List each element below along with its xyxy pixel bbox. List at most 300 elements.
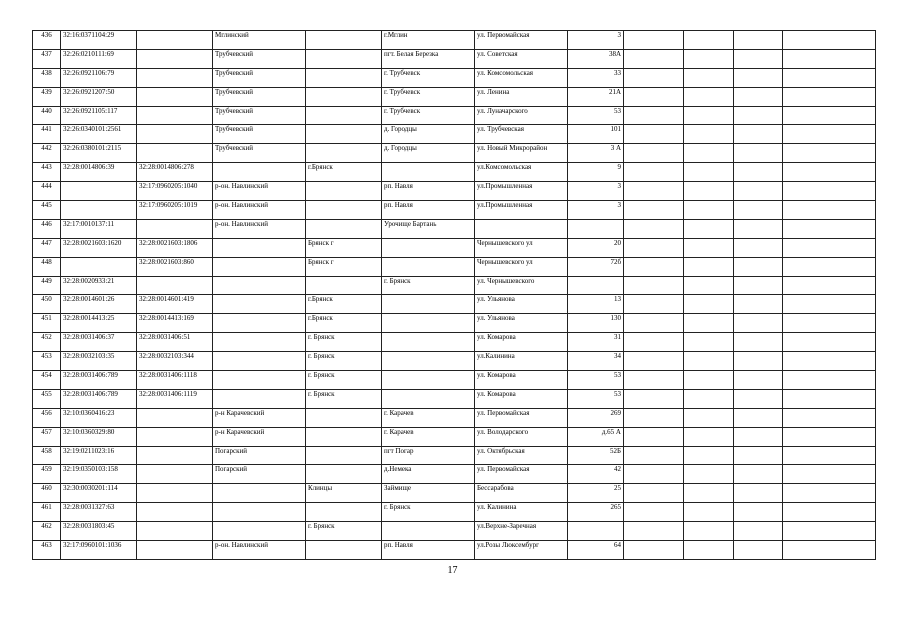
page-number: 17 [447,565,458,576]
cadastral-number-2-cell: 32:28:0014413:169 [137,314,213,333]
house-number-cell: 53 [568,106,624,125]
empty-cell [624,201,684,220]
row-number-cell: 450 [33,295,61,314]
district-cell: Трубчевский [213,87,306,106]
locality-cell: Брянск г [306,257,382,276]
row-number-cell: 455 [33,389,61,408]
cadastral-number-cell: 32:26:0210111:69 [61,49,137,68]
house-number-cell: 38А [568,49,624,68]
empty-cell [624,295,684,314]
locality-cell [306,408,382,427]
street-cell: ул.Калинина [475,352,568,371]
locality-cell [306,106,382,125]
row-number-cell: 449 [33,276,61,295]
locality-cell [306,182,382,201]
table-row [33,389,876,408]
district-cell: р-он. Навлинский [213,182,306,201]
empty-cell [624,87,684,106]
street-cell: ул. Советская [475,49,568,68]
empty-cell [783,238,876,257]
empty-cell [624,484,684,503]
empty-cell [734,219,783,238]
district-cell: Трубчевский [213,68,306,87]
empty-cell [684,257,734,276]
empty-cell [684,31,734,50]
settlement-cell [382,163,475,182]
row-number-cell: 458 [33,446,61,465]
locality-cell: г. Брянск [306,333,382,352]
row-number-cell: 452 [33,333,61,352]
empty-cell [624,238,684,257]
empty-cell [684,125,734,144]
district-cell [213,522,306,541]
cadastral-number-2-cell: 32:28:0031406:1118 [137,371,213,390]
empty-cell [783,276,876,295]
cadastral-number-2-cell [137,106,213,125]
house-number-cell: 34 [568,352,624,371]
empty-cell [684,333,734,352]
table-row [33,465,876,484]
district-cell: Мглинский [213,31,306,50]
locality-cell [306,503,382,522]
locality-cell [306,125,382,144]
empty-cell [783,201,876,220]
street-cell: Чернышевского ул [475,238,568,257]
empty-cell [684,465,734,484]
house-number-cell: 64 [568,541,624,560]
empty-cell [684,427,734,446]
empty-cell [734,427,783,446]
cadastral-number-2-cell [137,484,213,503]
settlement-cell [382,295,475,314]
house-number-cell: 9 [568,163,624,182]
cadastral-number-cell: 32:26:0380101:2115 [61,144,137,163]
locality-cell: Клинцы [306,484,382,503]
empty-cell [783,371,876,390]
settlement-cell [382,352,475,371]
empty-cell [624,163,684,182]
table-row [33,484,876,503]
empty-cell [734,276,783,295]
empty-cell [684,371,734,390]
cadastral-number-cell: 32:28:0031406:789 [61,371,137,390]
settlement-cell: д. Городцы [382,125,475,144]
settlement-cell: д. Городцы [382,144,475,163]
street-cell: Бессарабова [475,484,568,503]
cadastral-number-cell: 32:19:0350103:158 [61,465,137,484]
empty-cell [734,125,783,144]
house-number-cell: 13 [568,295,624,314]
cadastral-number-2-cell [137,503,213,522]
cadastral-number-2-cell: 32:28:0014806:278 [137,163,213,182]
empty-cell [783,352,876,371]
locality-cell [306,427,382,446]
empty-cell [734,87,783,106]
empty-cell [684,352,734,371]
row-number-cell: 453 [33,352,61,371]
district-cell [213,238,306,257]
locality-cell [306,31,382,50]
empty-cell [684,541,734,560]
empty-cell [783,295,876,314]
house-number-cell: 53 [568,389,624,408]
empty-cell [734,408,783,427]
cadastral-number-cell: 32:28:0021603:1620 [61,238,137,257]
empty-cell [783,87,876,106]
cadastral-number-cell: 32:26:0921207:50 [61,87,137,106]
locality-cell: г.Брянск [306,163,382,182]
locality-cell: Брянск г [306,238,382,257]
street-cell: ул. Комарова [475,333,568,352]
house-number-cell: 3 А [568,144,624,163]
row-number-cell: 456 [33,408,61,427]
empty-cell [734,465,783,484]
settlement-cell: г. Карачев [382,408,475,427]
district-cell [213,276,306,295]
cadastral-number-2-cell [137,408,213,427]
house-number-cell: 31 [568,333,624,352]
cadastral-number-cell: 32:28:0031327:63 [61,503,137,522]
empty-cell [684,68,734,87]
empty-cell [624,106,684,125]
district-cell: р-он. Навлинский [213,201,306,220]
locality-cell [306,219,382,238]
empty-cell [624,408,684,427]
street-cell: ул. Комсомольская [475,68,568,87]
empty-cell [684,182,734,201]
street-cell: ул.Верхне-Заречная [475,522,568,541]
district-cell: Погарский [213,446,306,465]
cadastral-number-cell: 32:28:0032103:35 [61,352,137,371]
district-cell: Трубчевский [213,125,306,144]
empty-cell [734,238,783,257]
empty-cell [783,31,876,50]
empty-cell [783,465,876,484]
locality-cell [306,87,382,106]
district-cell: р-н Карачевский [213,427,306,446]
district-cell [213,257,306,276]
street-cell: ул. Первомайская [475,465,568,484]
street-cell: ул. Ульянова [475,314,568,333]
table-row [33,31,876,50]
row-number-cell: 442 [33,144,61,163]
empty-cell [624,371,684,390]
district-cell: р-он. Навлинский [213,541,306,560]
empty-cell [783,427,876,446]
cadastral-number-2-cell: 32:28:0032103:344 [137,352,213,371]
settlement-cell [382,238,475,257]
empty-cell [734,182,783,201]
cadastral-number-2-cell [137,276,213,295]
empty-cell [783,314,876,333]
settlement-cell: г. Трубчевск [382,68,475,87]
street-cell: ул. Ленина [475,87,568,106]
table-row [33,219,876,238]
locality-cell [306,49,382,68]
table-row [33,68,876,87]
street-cell: ул. Ульянова [475,295,568,314]
table-row [33,352,876,371]
empty-cell [734,314,783,333]
cadastral-number-2-cell [137,541,213,560]
street-cell: ул. Володарского [475,427,568,446]
cadastral-number-cell: 32:17:0960101:1036 [61,541,137,560]
empty-cell [684,295,734,314]
row-number-cell: 443 [33,163,61,182]
empty-cell [684,314,734,333]
house-number-cell [568,276,624,295]
empty-cell [783,333,876,352]
empty-cell [624,427,684,446]
empty-cell [624,503,684,522]
empty-cell [783,503,876,522]
cadastral-number-cell: 32:26:0921106:79 [61,68,137,87]
settlement-cell: рп. Навля [382,201,475,220]
empty-cell [734,144,783,163]
empty-cell [783,484,876,503]
table-row [33,427,876,446]
cadastral-number-cell: 32:17:0010137:11 [61,219,137,238]
row-number-cell: 439 [33,87,61,106]
locality-cell: г. Брянск [306,352,382,371]
settlement-cell: Займище [382,484,475,503]
cadastral-number-2-cell [137,125,213,144]
street-cell: ул. Первомайская [475,31,568,50]
house-number-cell: 25 [568,484,624,503]
district-cell [213,503,306,522]
row-number-cell: 448 [33,257,61,276]
empty-cell [783,68,876,87]
cadastral-number-2-cell [137,219,213,238]
cadastral-number-2-cell [137,31,213,50]
empty-cell [624,541,684,560]
table-row [33,276,876,295]
settlement-cell: г.Мглин [382,31,475,50]
row-number-cell: 436 [33,31,61,50]
empty-cell [624,125,684,144]
house-number-cell: 101 [568,125,624,144]
cadastral-number-cell: 32:26:0340101:2561 [61,125,137,144]
street-cell: ул. Комарова [475,371,568,390]
empty-cell [624,314,684,333]
table-row [33,125,876,144]
row-number-cell: 445 [33,201,61,220]
cadastral-number-cell: 32:28:0031406:37 [61,333,137,352]
settlement-cell: г. Карачев [382,427,475,446]
street-cell: ул.Розы Люксембург [475,541,568,560]
cadastral-number-2-cell [137,522,213,541]
empty-cell [684,522,734,541]
locality-cell: г. Брянск [306,522,382,541]
row-number-cell: 454 [33,371,61,390]
settlement-cell [382,371,475,390]
row-number-cell: 440 [33,106,61,125]
table-row [33,163,876,182]
locality-cell [306,144,382,163]
empty-cell [734,503,783,522]
cadastral-number-cell: 32:28:0014601:26 [61,295,137,314]
district-cell [213,295,306,314]
property-table [32,30,876,560]
cadastral-number-cell [61,257,137,276]
settlement-cell: г. Брянск [382,503,475,522]
empty-cell [783,163,876,182]
locality-cell [306,201,382,220]
table-row [33,201,876,220]
street-cell [475,219,568,238]
house-number-cell: 20 [568,238,624,257]
row-number-cell: 457 [33,427,61,446]
house-number-cell: 265 [568,503,624,522]
empty-cell [783,219,876,238]
empty-cell [734,352,783,371]
house-number-cell [568,522,624,541]
empty-cell [783,541,876,560]
locality-cell [306,68,382,87]
cadastral-number-2-cell: 32:28:0021603:1806 [137,238,213,257]
empty-cell [734,257,783,276]
cadastral-number-cell: 32:28:0014413:25 [61,314,137,333]
district-cell: р-он. Навлинский [213,219,306,238]
district-cell [213,352,306,371]
settlement-cell: г. Трубчевск [382,87,475,106]
house-number-cell: 130 [568,314,624,333]
cadastral-number-cell: 32:28:0020933:21 [61,276,137,295]
empty-cell [624,68,684,87]
cadastral-number-2-cell: 32:17:0960205:1040 [137,182,213,201]
cadastral-number-cell: 32:28:0031406:789 [61,389,137,408]
district-cell: р-н Карачевский [213,408,306,427]
table-row [33,314,876,333]
cadastral-number-cell: 32:30:0030201:114 [61,484,137,503]
table-row [33,333,876,352]
empty-cell [783,522,876,541]
street-cell: ул. Комарова [475,389,568,408]
cadastral-number-2-cell [137,49,213,68]
empty-cell [734,68,783,87]
empty-cell [684,389,734,408]
house-number-cell: 3 [568,182,624,201]
empty-cell [624,49,684,68]
cadastral-number-cell: 32:26:0921105:117 [61,106,137,125]
empty-cell [734,446,783,465]
empty-cell [624,257,684,276]
empty-cell [783,49,876,68]
row-number-cell: 461 [33,503,61,522]
empty-cell [684,446,734,465]
cadastral-number-cell: 32:28:0014806:39 [61,163,137,182]
district-cell: Трубчевский [213,106,306,125]
settlement-cell: рп. Навля [382,182,475,201]
empty-cell [734,333,783,352]
empty-cell [684,503,734,522]
house-number-cell: 53 [568,371,624,390]
street-cell: ул. Луначарского [475,106,568,125]
empty-cell [624,446,684,465]
empty-cell [734,484,783,503]
row-number-cell: 437 [33,49,61,68]
table-row [33,238,876,257]
settlement-cell [382,389,475,408]
empty-cell [684,276,734,295]
row-number-cell: 451 [33,314,61,333]
street-cell: ул. Калинина [475,503,568,522]
empty-cell [783,408,876,427]
table-row [33,503,876,522]
street-cell: ул. Трубчевская [475,125,568,144]
house-number-cell: 3 [568,31,624,50]
cadastral-number-cell: 32:10:0360416:23 [61,408,137,427]
empty-cell [624,144,684,163]
empty-cell [624,352,684,371]
locality-cell [306,541,382,560]
district-cell [213,163,306,182]
house-number-cell: 72б [568,257,624,276]
empty-cell [783,106,876,125]
locality-cell [306,465,382,484]
locality-cell: г. Брянск [306,371,382,390]
house-number-cell: д.65 А [568,427,624,446]
empty-cell [734,522,783,541]
empty-cell [624,276,684,295]
district-cell [213,389,306,408]
cadastral-number-2-cell: 32:17:0960205:1019 [137,201,213,220]
cadastral-number-2-cell [137,446,213,465]
row-number-cell: 460 [33,484,61,503]
district-cell [213,484,306,503]
cadastral-number-cell [61,201,137,220]
locality-cell: г. Брянск [306,389,382,408]
empty-cell [624,333,684,352]
empty-cell [734,49,783,68]
cadastral-number-2-cell: 32:28:0031406:1119 [137,389,213,408]
empty-cell [684,163,734,182]
house-number-cell: 21А [568,87,624,106]
empty-cell [684,201,734,220]
cadastral-number-2-cell [137,144,213,163]
cadastral-number-cell: 32:19:0211023:16 [61,446,137,465]
empty-cell [624,465,684,484]
cadastral-number-2-cell [137,465,213,484]
street-cell: ул. Первомайская [475,408,568,427]
district-cell: Погарский [213,465,306,484]
cadastral-number-2-cell [137,427,213,446]
row-number-cell: 444 [33,182,61,201]
row-number-cell: 459 [33,465,61,484]
empty-cell [734,201,783,220]
street-cell: Чернышевского ул [475,257,568,276]
district-cell: Трубчевский [213,49,306,68]
empty-cell [783,446,876,465]
empty-cell [624,219,684,238]
empty-cell [684,219,734,238]
locality-cell: г.Брянск [306,295,382,314]
empty-cell [734,541,783,560]
empty-cell [734,31,783,50]
settlement-cell: Урочище Бартань [382,219,475,238]
locality-cell [306,276,382,295]
street-cell: ул.Комсомольская [475,163,568,182]
empty-cell [684,49,734,68]
empty-cell [684,106,734,125]
district-cell [213,333,306,352]
settlement-cell: д.Немека [382,465,475,484]
empty-cell [684,87,734,106]
cadastral-number-cell [61,182,137,201]
row-number-cell: 462 [33,522,61,541]
settlement-cell: г. Брянск [382,276,475,295]
district-cell [213,371,306,390]
